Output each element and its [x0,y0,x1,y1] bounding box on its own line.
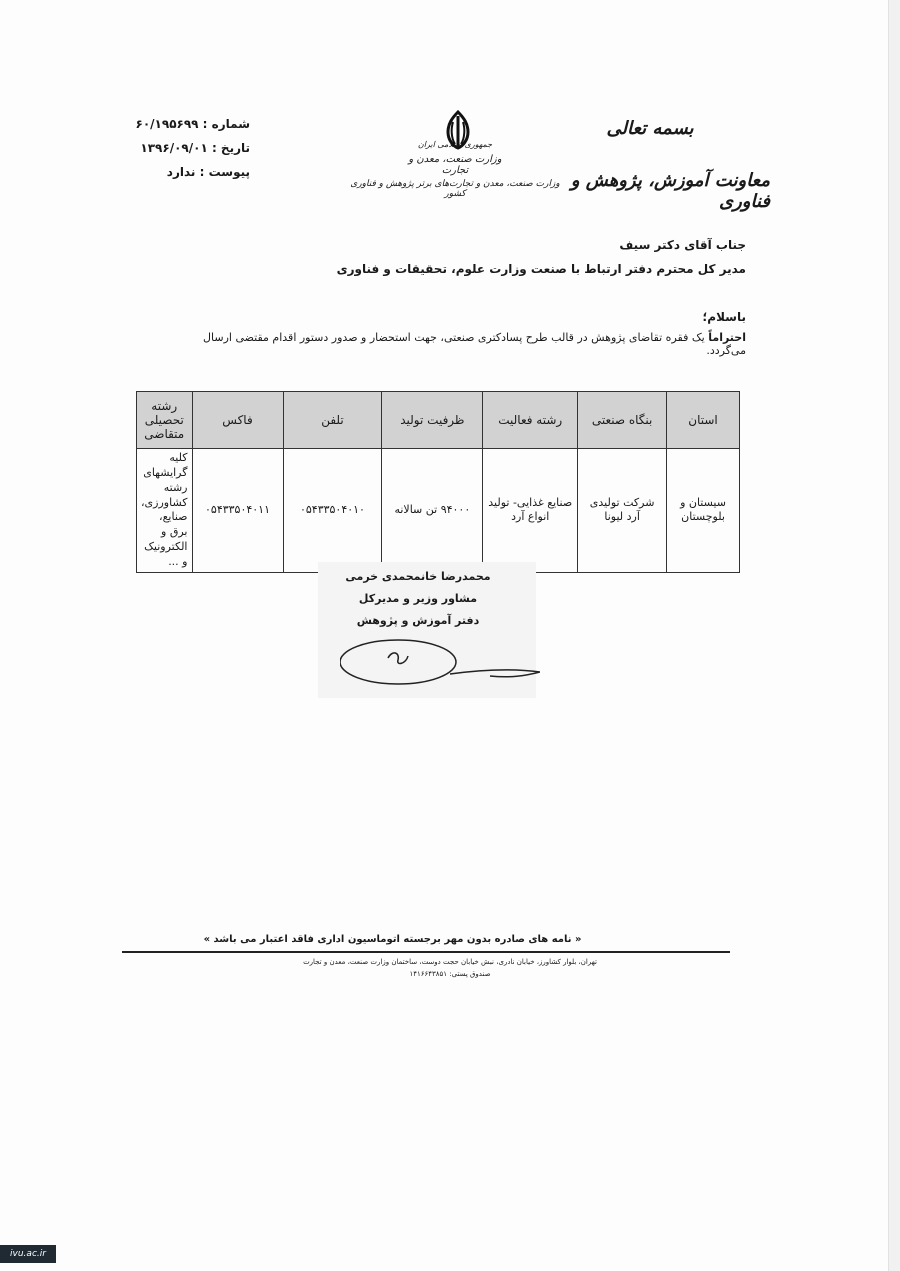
handwritten-signature-icon [340,630,540,700]
republic-label: جمهوری اسلامی ایران [417,140,493,149]
site-watermark: ivu.ac.ir [0,1245,56,1263]
signatory-role: مشاور وزیر و مدیرکل [358,592,478,605]
footer-divider [122,951,730,953]
ministry-full-label: وزارت صنعت، معدن و تجارت‌های برتر پژوهش و فناوری کشور [350,179,560,199]
request-table [136,391,740,573]
cell-phone: ۰۵۴۳۳۵۰۴۰۱۰ [283,449,382,573]
cell-province: سیستان و بلوچستان [667,449,740,573]
header-activity: رشته فعالیت [483,392,578,449]
table-header-row [137,392,740,449]
letter-number: شماره : ۶۰/۱۹۵۶۹۹ [135,117,250,131]
body-paragraph [166,331,746,357]
header-capacity: ظرفیت تولید [382,392,483,449]
signatory-office: دفتر آموزش و پژوهش [356,614,480,627]
cell-field-of-study: کلیه گرایشهای رشته کشاورزی، صنایع، برق و الکترونیک و ... [137,449,193,573]
greeting: باسلام؛ [702,310,746,324]
footer-validity-note: « نامه های صادره بدون مهر برجسته اتوماسیون اداری فاقد اعتبار می باشد » [203,934,582,945]
department-title: معاونت آموزش، پژوهش و فناوری [570,170,770,212]
letter-attachment: پیوست : ندارد [166,165,250,179]
header-field-of-study: رشته تحصیلی متقاضی [137,392,193,449]
recipient-title: مدیر کل محترم دفتر ارتباط با صنعت وزارت علوم، تحقیقات و فناوری [336,262,746,276]
body-lead: احتراماً [708,331,746,344]
body-text: یک فقره تقاضای پژوهش در قالب طرح پسادکتری صنعتی، جهت استحضار و صدور دستور اقدام مقتضی ارسال می‌گردد. [203,331,746,357]
cell-activity: صنایع غذایی- تولید انواع آرد [483,449,578,573]
footer-address: تهران، بلوار کشاورز، خیابان نادری، نبش خیابان حجت دوست، ساختمان وزارت صنعت، معدن و تجارت [303,958,597,966]
signatory-name: محمدرضا خانمحمدی خرمی [345,570,491,583]
header-phone: تلفن [283,392,382,449]
bismillah-heading: بسمه تعالی [606,118,694,139]
header-company: بنگاه صنعتی [578,392,667,449]
cell-company: شرکت تولیدی آرد لیونا [578,449,667,573]
header-province: استان [667,392,740,449]
signature-block [318,562,536,698]
footer-po-box: صندوق پستی: ۱۴۱۶۶۴۳۸۵۱ [409,970,491,978]
cell-capacity: ۹۴۰۰۰ تن سالانه [382,449,483,573]
table-row [137,449,740,573]
header-fax: فاکس [192,392,283,449]
recipient-name: جناب آقای دکتر سیف [619,238,746,252]
scan-edge [888,0,900,1271]
letter-date: تاریخ : ۱۳۹۶/۰۹/۰۱ [140,141,250,155]
ministry-short-label: وزارت صنعت، معدن و تجارت [408,154,502,176]
cell-fax: ۰۵۴۳۳۵۰۴۰۱۱ [192,449,283,573]
